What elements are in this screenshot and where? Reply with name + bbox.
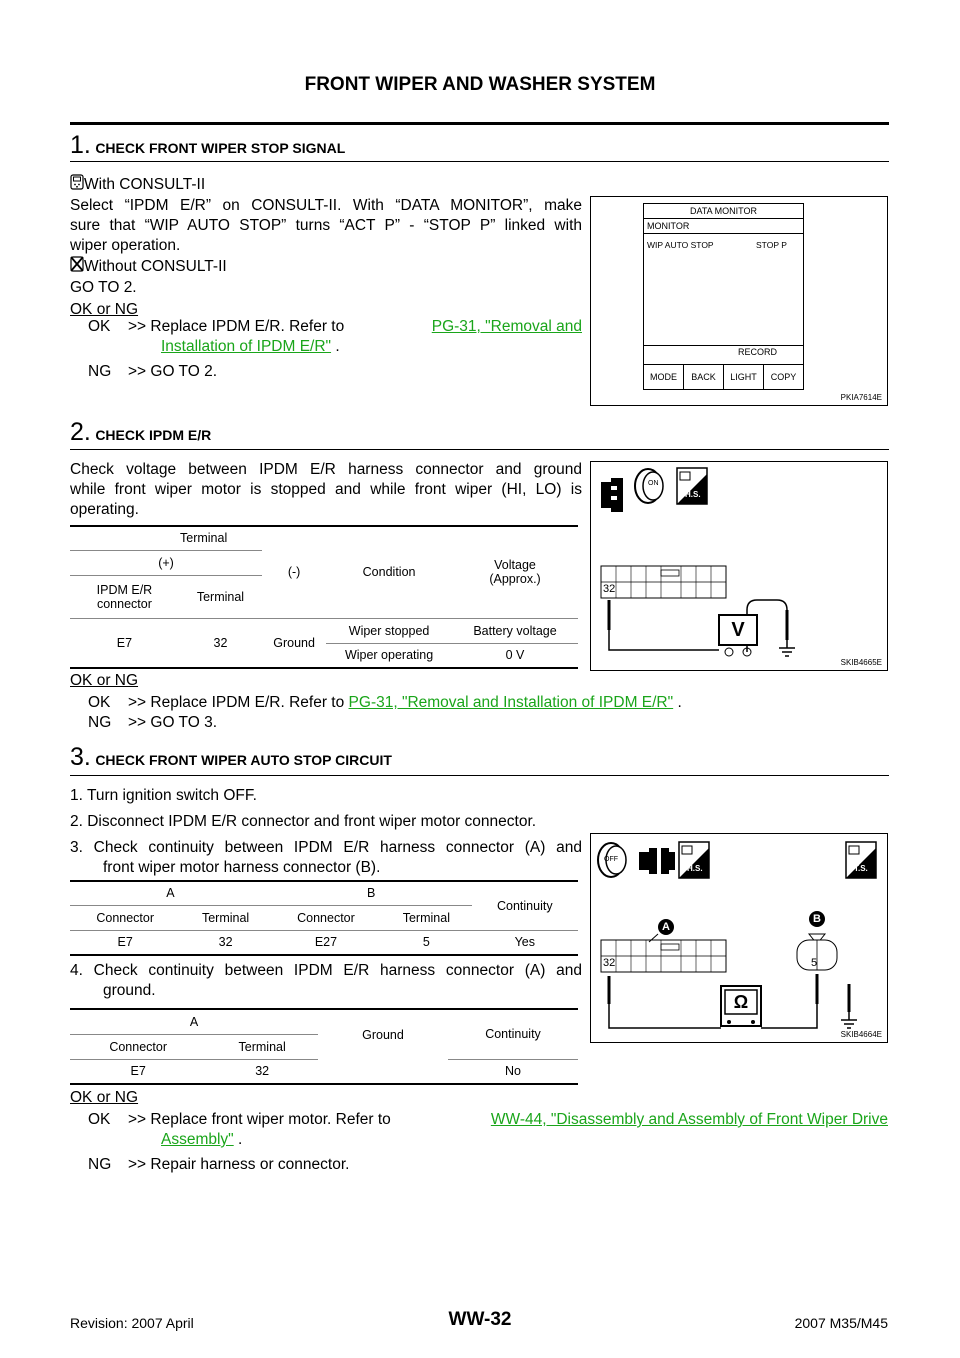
ipdm-connector-face (601, 566, 726, 598)
voltage-check-figure (590, 461, 888, 671)
td2-blank (318, 1059, 448, 1084)
step3-results (88, 1110, 888, 1175)
th-a-connector: Connector (70, 905, 180, 930)
step1-ok-link-b[interactable]: Installation of IPDM E/R" (161, 338, 332, 355)
step2-number: 2. (70, 418, 91, 446)
th-connector-b: connector (96, 596, 152, 611)
step3-steps (70, 786, 582, 878)
step3-ok-end: . (238, 1131, 243, 1148)
step1-line3: wiper operation. (70, 237, 181, 254)
footer-revision: Revision: 2007 April (70, 1315, 194, 1331)
step1-ng-text: >> GO TO 2. (128, 363, 218, 380)
th-connector-a: IPDM E/R (96, 582, 153, 597)
td2-term: 32 (206, 1059, 318, 1084)
continuity-table-ground (70, 1008, 578, 1085)
footer-model: 2007 M35/M45 (794, 1315, 888, 1331)
th2-terminal: Terminal (206, 1034, 318, 1059)
step2-ok-link[interactable]: PG-31, "Removal and Installation of IPDM E/R" (348, 694, 674, 711)
step1-ng-label: NG (88, 363, 112, 380)
screen-mode-button[interactable]: MODE (644, 365, 684, 389)
connector-a-face (601, 940, 726, 972)
step3-s2: 2. Disconnect IPDM E/R connector and front wiper motor connector. (70, 813, 537, 830)
step1-number: 1. (70, 131, 91, 159)
step2-line1: Check voltage between IPDM E/R harness connector and ground (70, 461, 582, 478)
td-a-conn: E7 (70, 930, 180, 955)
th-b: B (367, 886, 376, 901)
step3-rule (70, 775, 889, 776)
step3-s4a: 4. Check continuity between IPDM E/R harness connector (A) and (70, 962, 582, 979)
data-monitor-screen (643, 203, 804, 390)
step3-ok-label: OK (88, 1111, 111, 1128)
badge-hs: H.S. (685, 490, 701, 499)
step2-rule (70, 449, 889, 450)
ground-icon-2 (841, 1012, 857, 1028)
step2-line2: while front wiper motor is stopped and while front wiper (HI, LO) is (70, 481, 582, 498)
th2-continuity: Continuity (485, 1027, 541, 1042)
callout-b-label: B (813, 913, 821, 925)
th2-ground: Ground (362, 1027, 404, 1042)
screen-light-button[interactable]: LIGHT (724, 365, 764, 389)
pin-32: 32 (603, 583, 616, 595)
step2-line3: operating. (70, 501, 139, 518)
step1-title: CHECK FRONT WIPER STOP SIGNAL (95, 140, 346, 156)
th-a: A (166, 886, 175, 901)
screen-monitor: MONITOR (644, 219, 803, 234)
step3-ng-text: >> Repair harness or connector. (128, 1156, 350, 1173)
step3-heading (70, 743, 392, 772)
step2-ok-label: OK (88, 694, 111, 711)
step1-body (70, 174, 582, 320)
meter-label: V (731, 619, 745, 641)
step2-results (88, 693, 888, 733)
badge-hs-2: H.S. (687, 864, 703, 873)
td-a-term: 32 (180, 930, 270, 955)
td2-result: No (448, 1059, 578, 1084)
step1-heading (70, 131, 345, 160)
step2-ng-text: >> GO TO 3. (128, 714, 218, 731)
step1-ok-end: . (335, 338, 340, 355)
th-terminal2: Terminal (179, 575, 262, 618)
step3-ok-link-a[interactable]: WW-44, "Disassembly and Assembly of Front Wiper Drive (490, 1111, 888, 1128)
step3-s3b: front wiper motor harness connector (B). (103, 859, 381, 876)
step1-results (88, 317, 582, 382)
step3-ok-text: >> Replace front wiper motor. Refer to (128, 1111, 391, 1128)
th-voltage-a: Voltage (494, 558, 536, 573)
step1-ok-label: OK (88, 318, 111, 335)
step3-number: 3. (70, 743, 91, 771)
connector-icon (601, 478, 623, 512)
badge-on: ON (648, 480, 659, 487)
step1-goto: GO TO 2. (70, 279, 137, 296)
no-consult-icon (70, 256, 84, 278)
page-title: FRONT WIPER AND WASHER SYSTEM (304, 74, 656, 95)
th2-connector: Connector (70, 1034, 206, 1059)
td-result: Yes (472, 930, 578, 955)
step1-ok-text: >> Replace IPDM E/R. Refer to (128, 318, 345, 335)
step3-title: CHECK FRONT WIPER AUTO STOP CIRCUIT (95, 752, 392, 768)
th-plus: (+) (70, 550, 262, 575)
th-minus: (-) (287, 565, 301, 580)
screen-item: WIP AUTO STOP (647, 240, 714, 250)
step3-ok-link-b[interactable]: Assembly" (161, 1131, 234, 1148)
step1-rule (70, 161, 889, 162)
td-volt2: 0 V (452, 643, 578, 668)
screen-copy-button[interactable]: COPY (770, 372, 797, 382)
disconnect-icon (639, 848, 675, 874)
step2-ok-text: >> Replace IPDM E/R. Refer to (128, 694, 345, 711)
th2-a: A (189, 1014, 199, 1029)
th-voltage-b: (Approx.) (489, 572, 541, 587)
footer-page-number: WW-32 (448, 1309, 512, 1330)
th-terminal: Terminal (180, 531, 228, 546)
pin-b-5: 5 (811, 957, 818, 969)
screen-divider (644, 345, 803, 346)
badge-off: OFF (604, 856, 618, 863)
step1-line1: Select “IPDM E/R” on CONSULT-II. With “DATA MONITOR”, make (70, 197, 582, 214)
step3-ng-label: NG (88, 1156, 112, 1173)
td-term: 32 (179, 618, 262, 668)
td-b-term: 5 (381, 930, 471, 955)
data-monitor-figure (590, 196, 888, 406)
figure-code-2: SKIB4665E (840, 658, 882, 667)
step1-line2: sure that “WIP AUTO STOP” turns “ACT P” - “STOP P” linked with (70, 217, 582, 234)
td-cond1: Wiper stopped (326, 618, 452, 643)
th-connector (70, 575, 179, 618)
td-conn: E7 (70, 618, 179, 668)
td-cond2: Wiper operating (326, 643, 452, 668)
callout-a-label: A (662, 921, 670, 933)
td2-conn: E7 (70, 1059, 206, 1084)
step3-s1: 1. Turn ignition switch OFF. (70, 787, 257, 804)
th-condition: Condition (362, 565, 416, 580)
step2-ng-label: NG (88, 714, 112, 731)
voltage-table (70, 525, 578, 669)
screen-button-row (644, 365, 803, 389)
badge-ts: T.S. (854, 864, 868, 873)
with-consult-label: With CONSULT-II (84, 176, 206, 194)
screen-record[interactable]: RECORD (738, 347, 778, 357)
step2-ok-end: . (677, 694, 682, 711)
step2-body (70, 460, 582, 520)
consult-icon (70, 174, 84, 196)
step2-ok-ng: OK or NG (70, 672, 139, 689)
without-consult-label: Without CONSULT-II (84, 258, 227, 276)
ohm-label: Ω (733, 992, 749, 1012)
step1-ok-link-a[interactable]: PG-31, "Removal and (431, 318, 582, 335)
th-b-terminal: Terminal (381, 905, 471, 930)
screen-title: DATA MONITOR (644, 204, 803, 219)
step3-ok-ng: OK or NG (70, 1089, 139, 1106)
step2-heading (70, 418, 211, 447)
step3-s3a: 3. Check continuity between IPDM E/R harness connector (A) and (70, 839, 582, 856)
td-ground: Ground (262, 618, 326, 668)
continuity-check-figure (590, 833, 888, 1043)
figure-code-3: SKIB4664E (840, 1030, 882, 1039)
step3-s4b: ground. (103, 982, 156, 999)
th-voltage (452, 526, 578, 618)
th-continuity: Continuity (496, 898, 553, 913)
td-b-conn: E27 (271, 930, 381, 955)
pin-a-32: 32 (603, 957, 616, 969)
ground-icon (779, 640, 795, 656)
screen-back-button[interactable]: BACK (684, 365, 724, 389)
th-b-connector: Connector (271, 905, 381, 930)
th-a-terminal: Terminal (180, 905, 270, 930)
step2-title: CHECK IPDM E/R (95, 427, 212, 443)
step1-ok-ng: OK or NG (70, 301, 139, 318)
td-volt1: Battery voltage (452, 618, 578, 643)
figure-code-1: PKIA7614E (840, 393, 882, 402)
step3-s4 (70, 961, 582, 1001)
step2-ok-line (128, 693, 682, 713)
continuity-table-ab (70, 880, 578, 956)
screen-value: STOP P (756, 240, 787, 250)
header-rule (70, 122, 889, 125)
